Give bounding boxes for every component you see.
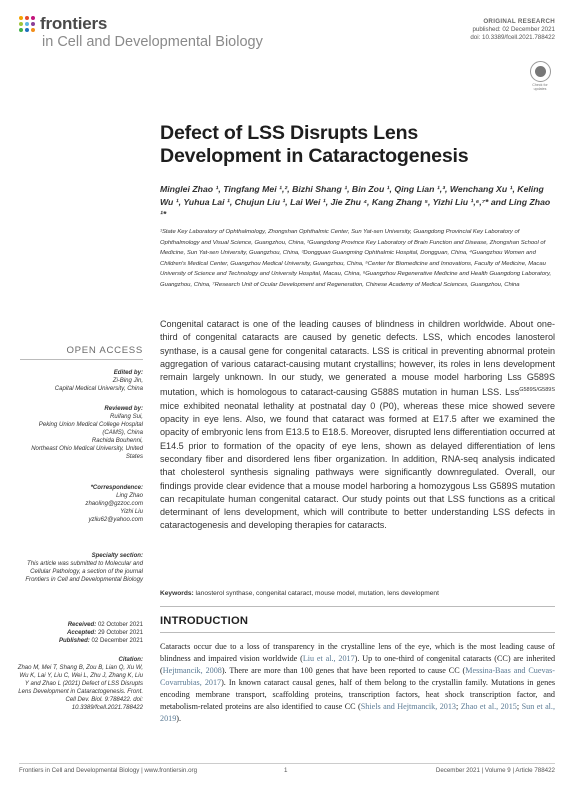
specialty-section: [15, 552, 143, 584]
author-list: Minglei Zhao ¹, Tingfang Mei ¹,², Bizhi Shang ¹, Bin Zou ¹, Qing Lian ¹,³, Wenchang Xu ¹, Keling Wu ¹, Yuhua Lai ¹, Chujun Liu ¹, Lai Wei ¹, Jie Zhu ⁴, Kang Zhang ⁵, Yizhi Liu ¹,⁶,⁷* and Ling Zhao ¹*: [160, 184, 551, 219]
citation-block: [15, 656, 143, 712]
correspondent-email[interactable]: yzliu62@yahoo.com: [88, 517, 143, 524]
footer-issue: December 2021 | Volume 9 | Article 788422: [435, 767, 555, 774]
article-title: Defect of LSS Disrupts Lens Development in Cataractogenesis: [160, 122, 469, 167]
reviewed-by-label: Reviewed by:: [104, 406, 143, 412]
correspondent-name: Yizhi Liu: [120, 509, 143, 516]
intro-text: ). In known cataract causal genes, half of them belong to the crystallin family. Mutations in genes encoding membrane transport, scaffolding proteins, transcription factors, heat shock transcription factor, and metabolism-related proteins are also identified to cause CC (: [160, 678, 555, 712]
published-date: published: 02 December 2021: [472, 26, 555, 34]
reviewer-name: Rachida Bouhenni,: [91, 438, 143, 445]
frontiers-logo-icon: [19, 16, 37, 34]
open-access-label: OPEN ACCESS: [66, 345, 143, 356]
correspondence: [15, 484, 143, 524]
accepted-label: Accepted:: [67, 630, 97, 637]
published-value: 02 December 2021: [89, 638, 143, 645]
editor-affiliation: Capital Medical University, China: [54, 386, 143, 393]
accepted-value: 29 October 2021: [96, 630, 143, 637]
reviewer-affiliation: Northeast Ohio Medical University, United States: [31, 446, 143, 461]
edited-by-label: Edited by:: [113, 370, 143, 376]
article-doi[interactable]: doi: 10.3389/fcell.2021.788422: [470, 34, 555, 42]
article-meta: [470, 18, 555, 43]
editor-name: Zi-Bing Jin,: [112, 378, 143, 385]
received-label: Received:: [67, 622, 97, 628]
accepted-date: [15, 629, 143, 637]
journal-logo[interactable]: [19, 12, 263, 52]
keywords-label: Keywords:: [160, 590, 194, 597]
correspondent-name: Ling Zhao: [116, 493, 143, 500]
reviewer-name: Ruifang Sui,: [110, 414, 143, 421]
citation-link[interactable]: Zhao et al., 2015: [460, 702, 517, 712]
published-label: Published:: [58, 638, 90, 645]
genotype-superscript: G589S/G589S: [519, 387, 555, 394]
citation-link[interactable]: Shiels and Hejtmancik, 2013: [360, 702, 456, 712]
introduction-text: [160, 641, 555, 725]
journal-name: in Cell and Developmental Biology: [42, 34, 263, 50]
intro-text: ;: [516, 702, 522, 712]
brand-name: frontiers: [40, 14, 108, 33]
affiliations: ¹State Key Laboratory of Ophthalmology, Zhongshan Ophthalmic Center, Sun Yat-sen University, Guangdong Provincial Key Laboratory of Ophthalmology and Visual Science, Guangzhou, China, ²Guangdong Province Key Laboratory of Brain Function and Disease, Zhongshan School of Medicine, Sun Yat-sen University, Guangzhou, China, ³Dongguan Guangming Ophthalmic Hospital, Dongguan, China, ⁴Guangzhou Women and Children's Medical Center, Guangzhou Medical University, Guangzhou, China, ⁵Center for Biomedicine and Innovations, Faculty of Medicine, Macau University of Science and Technology and University Hospital, Macau, China, ⁶Guangzhou Regenerative Medicine and Health Guangdong Laboratory, Guangzhou, China, ⁷Research Unit of Ocular Development and Regeneration, Chinese Academy of Medical Sciences, Guangzhou, China: [160, 229, 552, 288]
received-value: 02 October 2021: [96, 622, 143, 628]
citation-text: Zhao M, Mei T, Shang B, Zou B, Lian Q, Xu W, Wu K, Lai Y, Liu C, Wei L, Zhu J, Zhang K, Liu Y and Zhao L (2021) Defect of LSS Disrupts Lens Development in Cataractogenesis. Front. Cell Dev. Biol. 9:788422. doi: 10.3389/fcell.2021.788422: [17, 665, 143, 712]
intro-text: ;: [455, 702, 461, 712]
received-date: [15, 621, 143, 629]
intro-text: ). Up to one-third of congenital cataracts (CC) are inherited (: [160, 654, 556, 676]
citation-link[interactable]: Liu et al., 2017: [302, 654, 355, 664]
check-updates-badge[interactable]: [528, 61, 552, 89]
abstract-part-2: mice exhibited neonatal lethality at postnatal day 0 (P0), whereas these mice showed severe opacity in eye lens. Also, we found that cataract was formed at E17.5 after we examined the opacity of embryonic lens from E13.5 to E18.5. Moreover, disrupted lens differentiation occurred at E14.5 prior to formation of the opacity of eye lens, shown as delayed differentiation of lens secondary fiber and disordered lens fiber organization. In addition, RNA-seq analysis indicated that cholesterol synthesis signaling pathways were significantly downregulated. Overall, our findings provide clear evidence that a mouse model harboring a homozygous Lss G589S mutation can recapitulate human congenital cataract. Our study points out that LSS functions as a critical determinant of lens development, which will contribute to better understanding LSS defects in cataractogenesis and developing therapies for cataracts.: [160, 400, 555, 531]
article-type: ORIGINAL RESEARCH: [483, 18, 555, 25]
edited-by: [15, 369, 143, 393]
citation-link[interactable]: Hejtmancik, 2008: [162, 666, 222, 676]
reviewed-by: [15, 405, 143, 461]
divider: [160, 606, 555, 607]
keywords: [160, 590, 555, 597]
reviewer-affiliation: Peking Union Medical College Hospital (CAMS), China: [38, 422, 143, 437]
footer-divider: [19, 763, 555, 764]
citation-link[interactable]: Sun et al., 2019: [160, 702, 555, 724]
check-updates-label: Check for updates: [532, 83, 548, 91]
footer-journal[interactable]: Frontiers in Cell and Developmental Biology | www.frontiersin.org: [19, 767, 198, 774]
intro-text: ). There are more than 100 genes that have been reported to cause CC (: [221, 666, 466, 676]
section-heading-introduction: INTRODUCTION: [160, 615, 249, 627]
check-updates-icon: [530, 61, 551, 82]
divider: [20, 359, 143, 360]
abstract-part-1: Congenital cataract is one of the leading causes of blindness in children worldwide. About one-third of congenital cataracts are caused by genetic defects. LSS, which encodes lanosterol synthase, is a causal gene for congenital cataracts. LSS is critical in preventing abnormal protein aggregation of various cataract-causing mutant crystallins; however, its roles in lens development remain largely unknown. In our study, we generated a mouse model harboring Lss G589S mutation, which is homologous to cataract-causing G588S mutation in human LSS. Lss: [160, 319, 555, 398]
keywords-text: lanosterol synthase, congenital cataract, mouse model, mutation, lens development: [193, 590, 439, 597]
citation-label: Citation:: [118, 657, 143, 663]
intro-text: Cataracts occur due to a loss of transparency in the crystalline lens of the eye, which is the most leading cause of blindness and impaired vision worldwide (: [160, 642, 555, 664]
citation-link[interactable]: Messina-Baas and Cuevas-Covarrubias, 2017: [160, 666, 556, 688]
intro-text: ).: [176, 714, 181, 724]
abstract: [160, 318, 555, 533]
correspondent-email[interactable]: zhaoling@gzzoc.com: [85, 501, 143, 508]
published-date-side: [15, 637, 143, 645]
divider: [160, 632, 555, 633]
specialty-text: This article was submitted to Molecular and Cellular Pathology, a section of the journal Frontiers in Cell and Developmental Biology: [25, 561, 143, 584]
article-dates: [15, 621, 143, 645]
page-number: 1: [284, 767, 288, 774]
specialty-label: Specialty section:: [91, 553, 143, 559]
correspondence-label: *Correspondence:: [90, 485, 143, 491]
